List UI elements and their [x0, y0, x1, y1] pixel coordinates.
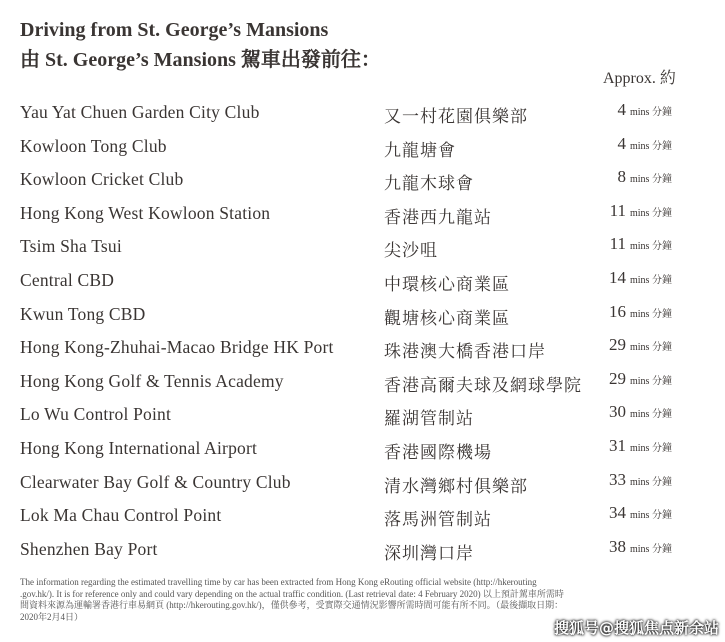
travel-minutes: 29	[609, 335, 626, 355]
travel-minutes: 14	[609, 267, 626, 287]
destination-english: Lok Ma Chau Control Point	[20, 505, 222, 526]
travel-minutes: 11	[609, 200, 626, 220]
destination-english: Kowloon Tong Club	[20, 135, 167, 156]
destination-chinese: 又一村花園俱樂部	[384, 107, 528, 126]
minutes-unit: mins 分鐘	[630, 174, 672, 186]
destination-chinese: 落馬洲管制站	[384, 510, 492, 530]
travel-minutes: 4	[617, 133, 626, 153]
destination-english: Clearwater Bay Golf & Country Club	[20, 471, 291, 492]
destination-chinese: 九龍木球會	[384, 174, 474, 194]
destination-english: Yau Yat Chuen Garden City Club	[20, 102, 260, 122]
destination-row	[0, 434, 725, 468]
destination-row	[0, 300, 725, 334]
travel-minutes: 31	[609, 435, 626, 455]
destination-english: Hong Kong International Airport	[20, 437, 258, 458]
travel-minutes: 29	[609, 368, 626, 388]
destination-english: Hong Kong West Kowloon Station	[20, 202, 271, 223]
travel-time	[600, 503, 716, 523]
travel-time	[600, 134, 716, 154]
minutes-unit: mins 分鐘	[630, 274, 672, 286]
destination-list	[0, 98, 725, 568]
destination-chinese: 香港國際機場	[384, 442, 492, 462]
minutes-unit: mins 分鐘	[630, 476, 672, 488]
destination-row	[0, 501, 725, 535]
travel-time	[600, 268, 716, 288]
travel-time	[600, 402, 716, 422]
travel-time	[600, 470, 716, 490]
title-chinese: 由 St. George’s Mansions 駕車出發前往：	[20, 49, 381, 71]
travel-time	[600, 537, 716, 557]
travel-time	[600, 369, 716, 389]
destination-english: Lo Wu Control Point	[20, 404, 172, 425]
destination-chinese: 九龍塘會	[384, 140, 456, 160]
destination-chinese: 羅湖管制站	[384, 409, 474, 429]
minutes-unit: mins 分鐘	[630, 375, 672, 387]
footnote-line: 間資料來源為運輸署香港行車易網頁 (http://hkerouting.gov.hk/)，僅供參考，受實際交通情況影響所需時間可能有所不同。（最後擷取日期：	[20, 600, 564, 610]
travel-time	[600, 302, 716, 322]
travel-minutes: 38	[609, 536, 626, 556]
destination-row	[0, 468, 725, 502]
destination-chinese: 觀塘核心商業區	[384, 308, 510, 328]
destination-english: Kwun Tong CBD	[20, 303, 146, 324]
destination-chinese: 深圳灣口岸	[384, 543, 474, 563]
minutes-unit: mins 分鐘	[630, 207, 672, 219]
minutes-unit: mins 分鐘	[630, 107, 672, 118]
minutes-unit: mins 分鐘	[630, 409, 672, 421]
destination-english: Hong Kong Golf & Tennis Academy	[20, 370, 284, 391]
travel-minutes: 8	[617, 167, 626, 187]
travel-minutes: 11	[609, 234, 626, 254]
travel-time	[600, 335, 716, 355]
minutes-unit: mins 分鐘	[630, 308, 672, 320]
destination-english: Central CBD	[20, 269, 115, 290]
minutes-unit: mins 分鐘	[630, 342, 672, 354]
travel-minutes: 4	[617, 100, 626, 119]
title-english: Driving from St. George’s Mansions	[20, 19, 329, 41]
footnote-line: .gov.hk/). It is for reference only and could vary depending on the actual traffic condition. (Last retrieval date: 4 February 2020) 以上預計駕車所需時	[20, 588, 564, 599]
travel-time	[600, 100, 716, 120]
destination-row	[0, 333, 725, 367]
destination-english: Kowloon Cricket Club	[20, 169, 184, 190]
destination-english: Shenzhen Bay Port	[20, 538, 158, 559]
travel-minutes: 34	[609, 503, 626, 523]
destination-chinese: 清水灣鄉村俱樂部	[384, 476, 528, 496]
destination-english: Hong Kong-Zhuhai-Macao Bridge HK Port	[20, 337, 334, 358]
minutes-unit: mins 分鐘	[630, 442, 672, 454]
destination-row	[0, 232, 725, 266]
minutes-unit: mins 分鐘	[630, 140, 672, 152]
travel-minutes: 30	[609, 402, 626, 422]
travel-time	[600, 234, 716, 254]
destination-row	[0, 199, 725, 233]
destination-chinese: 尖沙咀	[384, 241, 438, 261]
destination-row	[0, 98, 725, 132]
minutes-unit: mins 分鐘	[630, 543, 672, 555]
destination-row	[0, 535, 725, 569]
destination-chinese: 中環核心商業區	[384, 274, 510, 294]
destination-chinese: 珠港澳大橋香港口岸	[384, 342, 546, 362]
destination-row	[0, 367, 725, 401]
minutes-unit: mins 分鐘	[630, 241, 672, 253]
destination-row	[0, 132, 725, 166]
approx-label: Approx. 約	[603, 70, 676, 87]
destination-row	[0, 266, 725, 300]
destination-row	[0, 400, 725, 434]
footnote-line: The information regarding the estimated travelling time by car has been extracted from Hong Kong eRouting official website (http://hkerouting	[20, 577, 537, 587]
minutes-unit: mins 分鐘	[630, 510, 672, 522]
watermark: 搜狐号@搜狐焦点新余站	[553, 619, 719, 637]
travel-time	[600, 167, 716, 187]
footnote-line: 2020年2月4日）	[20, 611, 84, 622]
destination-chinese: 香港高爾夫球及網球學院	[384, 375, 582, 395]
travel-time	[600, 436, 716, 456]
travel-time	[600, 201, 716, 221]
travel-minutes: 16	[609, 301, 626, 321]
destination-english: Tsim Sha Tsui	[20, 236, 122, 257]
destination-chinese: 香港西九龍站	[384, 207, 492, 227]
travel-minutes: 33	[609, 469, 626, 489]
destination-row	[0, 165, 725, 199]
